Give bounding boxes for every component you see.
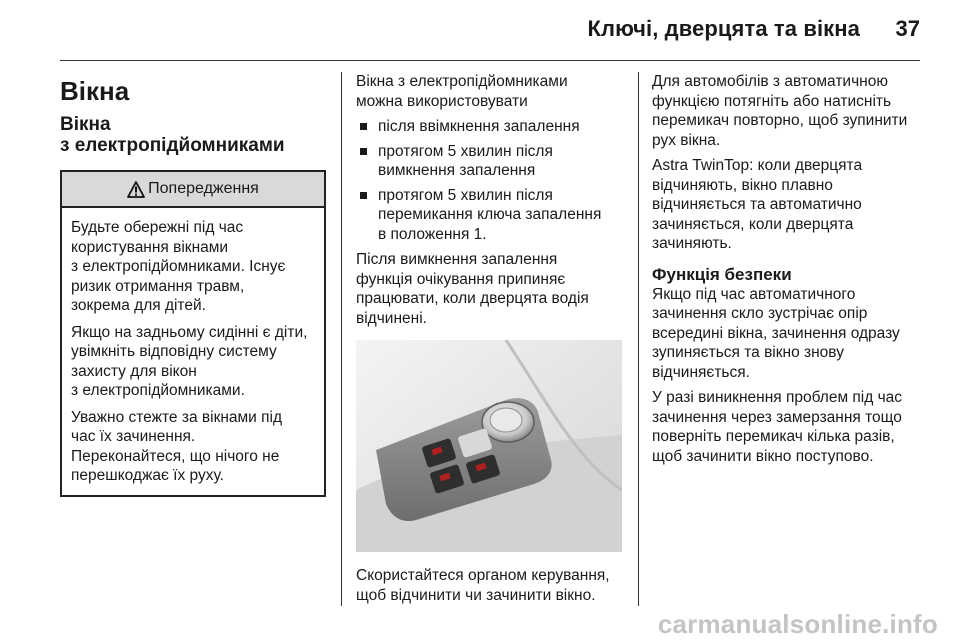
- intro-text: Вікна з електропідйомниками можна використовувати: [356, 73, 568, 110]
- warning-paragraph: Уважно стежте за вікнами під час їх зачинення. Переконайтеся, що нічого не перешкоджає їх руху.: [71, 408, 283, 484]
- warning-header: [62, 172, 324, 208]
- section-title: Вікна: [60, 76, 130, 106]
- column-1: [60, 72, 326, 497]
- list-item: протягом 5 хвилин після перемикання ключа запалення в положення 1.: [356, 186, 626, 245]
- safety-heading: Функція безпеки: [652, 264, 792, 284]
- header-divider: [60, 60, 920, 61]
- watermark: carmanualsonline.info: [657, 609, 938, 639]
- page-number: 37: [895, 16, 920, 41]
- astra-twintop-text: Astra TwinTop: коли дверцята відчиняють, вікно плавно відчиняється та автоматично зачиняється, коли дверцята зачиняють.: [652, 157, 863, 252]
- warning-triangle-icon: [127, 181, 145, 198]
- column-2: [356, 72, 626, 611]
- column-3: [652, 72, 924, 472]
- conditions-list: [356, 117, 626, 244]
- warning-paragraph: Будьте обережні під час користування вікнами з електропідйомниками. Існує ризик отримання травм, зокрема для дітей.: [71, 219, 286, 314]
- freeze-text: У разі виникнення проблем під час зачинення через замерзання тощо поверніть перемикач кілька разів, щоб зачинити вікно поступово.: [652, 389, 903, 465]
- safety-text: Якщо під час автоматичного зачинення скло зустрічає опір всередині вікна, зачинення одразу зупиняється та вікно знову відчиняється.: [652, 285, 900, 381]
- window-switch-photo: [356, 340, 622, 552]
- warning-body: [62, 208, 324, 495]
- auto-function-text: Для автомобілів з автоматичною функцією потягніть або натисніть перемикач повторно, щоб зупинити рух вікна.: [652, 73, 908, 149]
- sub-heading: Вікна з електропідйомниками: [60, 114, 285, 156]
- running-header-title: Ключі, дверцята та вікна: [587, 16, 860, 41]
- standby-text: Після вимкнення запалення функція очікування припиняє працювати, коли дверцята водія відчинені.: [356, 251, 589, 327]
- warning-paragraph: Якщо на задньому сидінні є діти, увімкніть відповідну систему захисту для вікон з електропідйомниками.: [71, 323, 308, 399]
- list-item: після ввімкнення запалення: [356, 117, 626, 137]
- list-item: протягом 5 хвилин після вимкнення запалення: [356, 142, 626, 181]
- warning-title: Попередження: [148, 180, 259, 198]
- photo-caption: Скористайтеся органом керування, щоб відчинити чи зачинити вікно.: [356, 567, 610, 604]
- warning-box: [60, 170, 326, 497]
- column-divider-1: [341, 72, 342, 606]
- column-divider-2: [638, 72, 639, 606]
